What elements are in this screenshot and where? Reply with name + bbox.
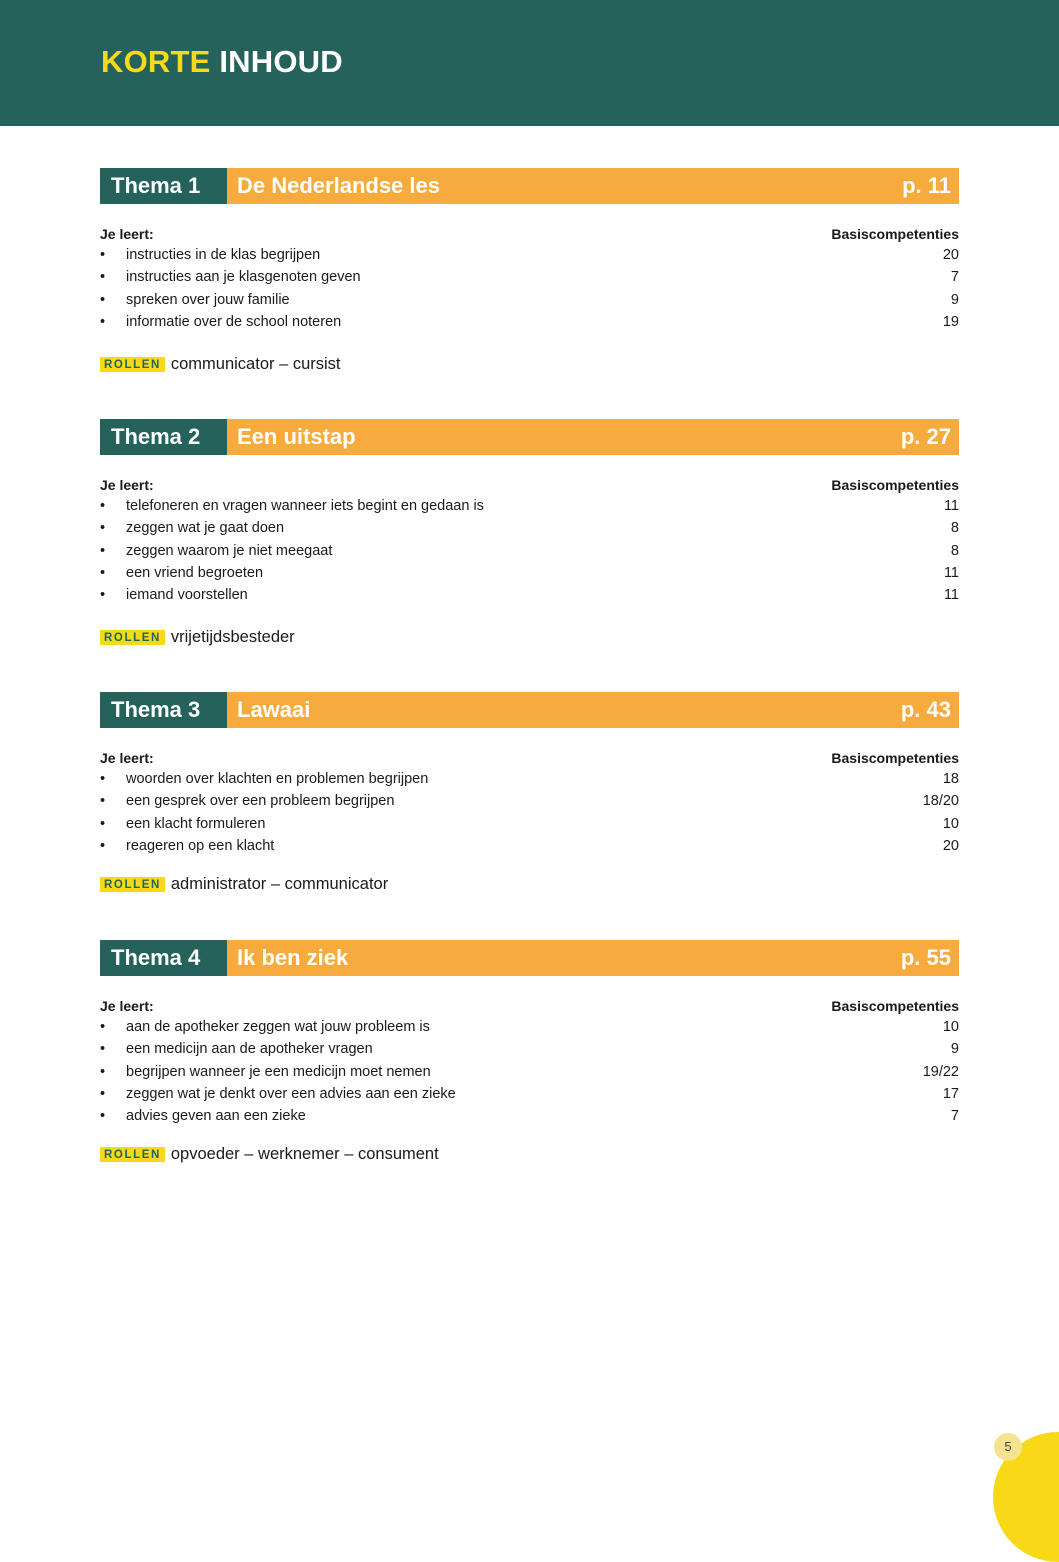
bullet: • xyxy=(100,542,106,559)
roles-line xyxy=(100,873,959,895)
competence-code: 20 xyxy=(942,837,959,854)
bullet: • xyxy=(100,587,106,604)
theme-title-bar xyxy=(227,692,959,728)
page-title xyxy=(101,44,343,80)
item-text: instructies in de klas begrijpen xyxy=(126,247,321,263)
competence-code: 7 xyxy=(950,1108,959,1125)
item-text: reageren op een klacht xyxy=(126,837,275,854)
list-item xyxy=(100,495,959,517)
list-item xyxy=(100,1083,959,1105)
list-item xyxy=(100,1061,959,1083)
item-text: telefoneren en vragen wanneer iets begint en gedaan is xyxy=(126,498,484,514)
learn-header xyxy=(100,475,959,495)
theme-page-ref: p. 11 xyxy=(902,173,951,198)
theme-number: Thema 1 xyxy=(100,168,227,204)
rollen-tag: ROLLEN xyxy=(100,877,165,892)
competence-code: 11 xyxy=(943,564,959,581)
list-item xyxy=(100,540,959,562)
competence-code: 8 xyxy=(950,542,959,559)
competence-code: 7 xyxy=(950,269,959,286)
list-item xyxy=(100,584,959,606)
bullet: • xyxy=(100,1041,106,1058)
item-text: spreken over jouw familie xyxy=(126,291,290,308)
bullet: • xyxy=(100,1085,106,1102)
page-title-part2: INHOUD xyxy=(219,44,343,79)
item-text: instructies aan je klasgenoten geven xyxy=(126,269,361,286)
competence-code: 10 xyxy=(942,815,959,832)
rollen-tag: ROLLEN xyxy=(100,630,165,645)
list-item xyxy=(100,266,959,288)
theme-title: De Nederlandse les xyxy=(237,173,440,198)
competence-code: 19/22 xyxy=(922,1063,959,1080)
competence-code: 18/20 xyxy=(922,793,959,810)
item-text: een klacht formuleren xyxy=(126,815,266,832)
item-text: een medicijn aan de apotheker vragen xyxy=(126,1041,373,1058)
learn-list xyxy=(100,244,959,333)
je-leert-label: Je leert: xyxy=(100,998,154,1014)
roles-line xyxy=(100,626,959,648)
list-item xyxy=(100,1105,959,1127)
theme-title: Lawaai xyxy=(237,697,311,722)
bullet: • xyxy=(100,793,106,810)
roles-text: opvoeder – werknemer – consument xyxy=(170,1144,439,1163)
item-text: een vriend begroeten xyxy=(126,564,264,581)
list-item xyxy=(100,244,959,266)
theme-section-4 xyxy=(100,940,959,1165)
item-text: aan de apotheker zeggen wat jouw probleem is xyxy=(126,1019,430,1035)
competence-code: 11 xyxy=(943,498,959,514)
je-leert-label: Je leert: xyxy=(100,226,154,242)
bullet: • xyxy=(100,1063,106,1080)
theme-bar xyxy=(100,419,959,455)
competence-code: 19 xyxy=(942,313,959,330)
theme-title-bar xyxy=(227,419,959,455)
item-text: informatie over de school noteren xyxy=(126,313,342,330)
roles-text: vrijetijdsbesteder xyxy=(170,627,295,646)
competence-code: 8 xyxy=(950,520,959,537)
basiscompetenties-label: Basiscompetenties xyxy=(831,226,959,242)
bullet: • xyxy=(100,564,106,581)
list-item xyxy=(100,289,959,311)
bullet: • xyxy=(100,1019,106,1035)
bullet: • xyxy=(100,247,106,263)
theme-title: Een uitstap xyxy=(237,424,356,449)
competence-code: 11 xyxy=(943,587,959,604)
learn-header xyxy=(100,996,959,1016)
item-text: zeggen waarom je niet meegaat xyxy=(126,542,333,559)
theme-number: Thema 2 xyxy=(100,419,227,455)
learn-header xyxy=(100,224,959,244)
basiscompetenties-label: Basiscompetenties xyxy=(831,750,959,766)
item-text: een gesprek over een probleem begrijpen xyxy=(126,793,395,810)
theme-bar xyxy=(100,940,959,976)
theme-number: Thema 4 xyxy=(100,940,227,976)
learn-list xyxy=(100,495,959,606)
roles-text: communicator – cursist xyxy=(170,354,341,373)
bullet: • xyxy=(100,313,106,330)
item-text: begrijpen wanneer je een medicijn moet nemen xyxy=(126,1063,431,1080)
theme-page-ref: p. 43 xyxy=(900,697,951,722)
list-item xyxy=(100,813,959,835)
page-header xyxy=(0,0,1059,126)
item-text: zeggen wat je gaat doen xyxy=(126,520,285,537)
bullet: • xyxy=(100,837,106,854)
item-text: zeggen wat je denkt over een advies aan een zieke xyxy=(126,1085,456,1102)
learn-list xyxy=(100,1016,959,1127)
page-title-part1: KORTE xyxy=(101,44,211,79)
theme-page-ref: p. 55 xyxy=(900,945,951,970)
roles-line xyxy=(100,353,959,375)
list-item xyxy=(100,1016,959,1038)
item-text: advies geven aan een zieke xyxy=(126,1108,306,1125)
theme-bar xyxy=(100,692,959,728)
list-item xyxy=(100,790,959,812)
theme-title: Ik ben ziek xyxy=(237,945,349,970)
theme-number: Thema 3 xyxy=(100,692,227,728)
theme-section-2 xyxy=(100,419,959,648)
bullet: • xyxy=(100,520,106,537)
bullet: • xyxy=(100,291,106,308)
je-leert-label: Je leert: xyxy=(100,750,154,766)
theme-section-3 xyxy=(100,692,959,895)
bullet: • xyxy=(100,815,106,832)
theme-section-1 xyxy=(100,168,959,375)
competence-code: 18 xyxy=(942,771,959,787)
competence-code: 9 xyxy=(950,291,959,308)
roles-text: administrator – communicator xyxy=(170,874,389,893)
list-item xyxy=(100,311,959,333)
bullet: • xyxy=(100,1108,106,1125)
basiscompetenties-label: Basiscompetenties xyxy=(831,998,959,1014)
theme-bar xyxy=(100,168,959,204)
theme-title-bar xyxy=(227,940,959,976)
learn-list xyxy=(100,768,959,857)
page-number: 5 xyxy=(994,1433,1022,1461)
list-item xyxy=(100,562,959,584)
competence-code: 10 xyxy=(942,1019,959,1035)
competence-code: 20 xyxy=(942,247,959,263)
je-leert-label: Je leert: xyxy=(100,477,154,493)
theme-page-ref: p. 27 xyxy=(900,424,951,449)
roles-line xyxy=(100,1143,959,1165)
competence-code: 9 xyxy=(950,1041,959,1058)
item-text: woorden over klachten en problemen begrijpen xyxy=(126,771,429,787)
list-item xyxy=(100,517,959,539)
learn-header xyxy=(100,748,959,768)
list-item xyxy=(100,835,959,857)
rollen-tag: ROLLEN xyxy=(100,1147,165,1162)
list-item xyxy=(100,1038,959,1060)
theme-title-bar xyxy=(227,168,959,204)
competence-code: 17 xyxy=(942,1085,959,1102)
bullet: • xyxy=(100,269,106,286)
bullet: • xyxy=(100,498,106,514)
list-item xyxy=(100,768,959,790)
basiscompetenties-label: Basiscompetenties xyxy=(831,477,959,493)
bullet: • xyxy=(100,771,106,787)
item-text: iemand voorstellen xyxy=(126,587,248,604)
rollen-tag: ROLLEN xyxy=(100,357,165,372)
